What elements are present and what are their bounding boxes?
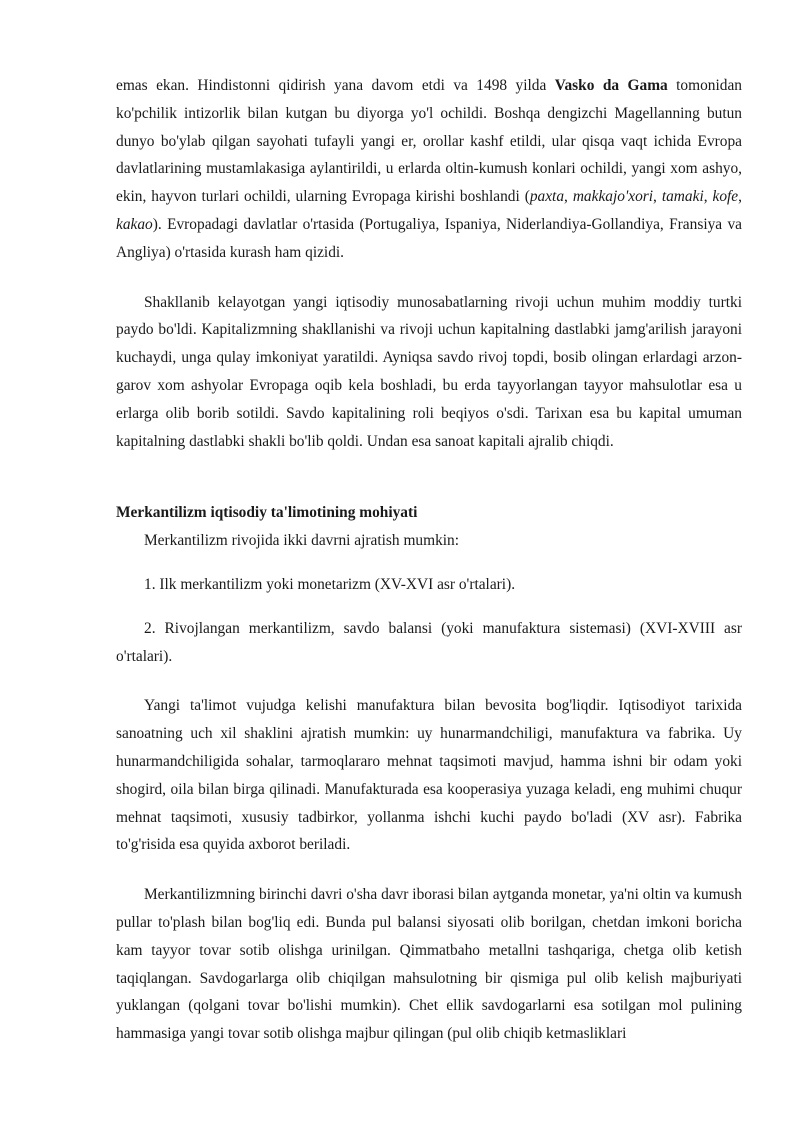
crop-kofe: kofe	[712, 188, 739, 206]
crop-kakao: kakao	[116, 215, 153, 233]
paragraph-3: Merkantilizm rivojida ikki davrni ajratish mumkin:	[144, 532, 460, 550]
crop-paxta: paxta	[529, 188, 565, 206]
paragraph-6: Yangi ta'limot vujudga kelishi manufaktura bilan bevosita bog'liqdir. Iqtisodiyot tarixida sanoatning uch xil shaklini ajratish mumkin: uy hunarmandchiligi, manufaktura va fabrika. Uy hunarmandchiligida sohalar, tarmoqlararo mehnat taqsimoti mavjud, hamma ishni bir odam yoki shogird, oila bilan birga qilinadi. Manufakturada esa kooperasiya yuzaga keladi, eng muhimi chuqur mehnat taqsimoti, xususiy tadbirkor, yollanma ishchi kuchi paydo bo'ladi (XV asr). Fabrika to'g'risida esa quyida axborot beriladi.	[116, 697, 742, 854]
vasko-da-gama-name: Vasko da Gama	[554, 77, 668, 94]
crop-tamaki: tamaki	[661, 188, 704, 206]
crop-makkajoxori: makkajo'xori	[572, 188, 654, 206]
list-item-1: 1. Ilk merkantilizm yoki monetarizm (XV-XVI asr o'rtalari).	[144, 575, 516, 593]
list-item-2: 2. Rivojlangan merkantilizm, savdo balansi (yoki manufaktura sistemasi) (XVI-XVIII asr o'rtalari).	[116, 619, 742, 665]
paragraph-1: emas ekan. Hindistonni qidirish yana davom etdi va 1498 yilda Vasko da Gama tomonidan ko'pchilik intizorlik bilan kutgan bu diyorga yo'l ochildi. Boshqa dengizchi Magellanning butun dunyo bo'ylab qilgan sayohati tufayli yangi er, orollar kashf etildi, ular qisqa vaqt ichida Evropa davlatlarining mustamlakasiga aylantirildi, u erlarda oltin-kumush konlari ochildi, yangi xom ashyo, ekin, hayvon turlari ochildi, ularning Evropaga kirishi boshlandi (paxta, makkajo'xori, tamaki, kofe, kakao). Evropadagi davlatlar o'rtasida (Portugaliya, Ispaniya, Niderlandiya-Gollandiya, Fransiya va Angliya) o'rtasida kurash ham qizidi.	[116, 77, 742, 261]
paragraph-2: Shakllanib kelayotgan yangi iqtisodiy munosabatlarning rivoji uchun muhim moddiy turtki paydo bo'ldi. Kapitalizmning shakllanishi va rivoji uchun kapitalning dastlabki jamg'arilish jarayoni kuchaydi, unga qulay imkoniyat yaratildi. Ayniqsa savdo rivoj topdi, bosib olingan erlardagi arzon-garov xom ashyolar Evropaga oqib kela boshladi, bu erda tayyorlangan tayyor mahsulotlar esa u erlarga olib borib sotildi. Savdo kapitalining roli beqiyos o'sdi. Tarixan esa bu kapital umuman kapitalning dastlabki shakli bo'lib qoldi. Undan esa sanoat kapitali ajralib chiqdi.	[116, 293, 742, 450]
section-heading: Merkantilizm iqtisodiy ta'limotining mohiyati	[116, 504, 418, 522]
paragraph-7: Merkantilizmning birinchi davri o'sha davr iborasi bilan aytganda monetar, ya'ni oltin va kumush pullar to'plash bilan bog'liq edi. Bunda pul balansi siyosati olib borilgan, chetdan imkoni boricha kam tayyor tovar sotib olishga urinilgan. Qimmatbaho metallni tashqariga, chetga olib ketish taqiqlangan. Savdogarlarga olib chiqilgan mahsulotning bir qismiga pul olib kelish majburiyati yuklangan (qolgani tovar bo'lishi mumkin). Chet ellik savdogarlarni esa sotilgan mol pulining hammasiga yangi tovar sotib olishga majbur qilingan (pul olib chiqib ketmasliklari	[116, 886, 742, 1043]
